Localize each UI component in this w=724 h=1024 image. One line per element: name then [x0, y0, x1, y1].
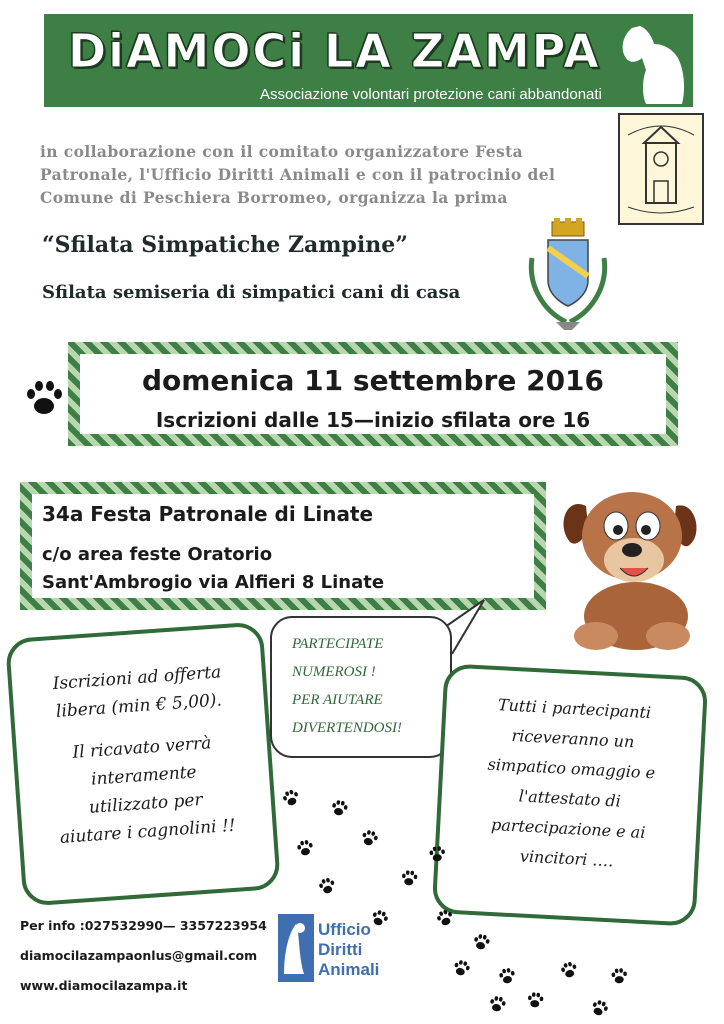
ricavato-line: interamente	[90, 762, 198, 790]
paw-print-icon	[358, 828, 380, 850]
header-title: DiAMOCi LA ZAMPA	[68, 24, 601, 78]
uda-emblem-icon	[278, 914, 314, 982]
omaggio-line: riceveranno un	[511, 725, 635, 752]
paw-print-icon	[497, 967, 518, 988]
date-box	[68, 342, 678, 446]
paw-print-icon	[295, 839, 316, 860]
paw-print-icon	[22, 378, 64, 420]
festa-patronale-logo	[618, 113, 704, 225]
paw-print-icon	[471, 933, 492, 954]
event-times: Iscrizioni dalle 15—inizio sfilata ore 16	[155, 408, 591, 432]
festa-name: 34a Festa Patronale di Linate	[42, 502, 374, 526]
dog-silhouette-icon	[612, 18, 692, 106]
intro-text	[40, 140, 605, 209]
info-website: www.diamocilazampa.it	[20, 978, 188, 993]
paw-print-icon	[609, 967, 629, 987]
paw-print-icon	[316, 876, 338, 898]
paw-print-icon	[558, 960, 580, 982]
omaggio-box	[432, 663, 709, 926]
paw-print-icon	[450, 958, 472, 980]
omaggio-line: l'attestato di	[518, 786, 622, 811]
uda-line: Animali	[318, 960, 380, 979]
iscrizioni-line: Iscrizioni ad offerta	[52, 662, 222, 695]
ricavato-line: aiutare i cagnolini !!	[59, 815, 237, 848]
uda-line: Ufficio	[318, 920, 371, 939]
header-banner	[44, 14, 693, 107]
omaggio-line: simpatico omaggio e	[487, 754, 656, 783]
header-subtitle: Associazione volontari protezione cani abbandonati	[260, 86, 602, 103]
paw-print-icon	[279, 787, 302, 810]
paw-print-icon	[427, 845, 447, 865]
address-line: Sant'Ambrogio via Alfieri 8 Linate	[42, 572, 385, 593]
omaggio-line: vincitori ….	[519, 846, 614, 871]
coat-of-arms-icon	[522, 218, 614, 334]
intro-line: Patronale, l'Ufficio Diritti Animali e con il patrocinio del	[40, 165, 556, 184]
omaggio-line: Tutti i partecipanti	[497, 695, 652, 723]
ufficio-diritti-animali-logo	[278, 914, 408, 986]
ricavato-line: Il ricavato verrà	[71, 733, 212, 763]
event-subtitle: Sfilata semiseria di simpatici cani di casa	[42, 282, 461, 303]
paw-print-icon	[587, 997, 610, 1020]
paw-print-icon	[329, 799, 350, 820]
iscrizioni-box	[5, 621, 281, 906]
info-email: diamocilazampaonlus@gmail.com	[20, 948, 258, 963]
iscrizioni-line: libera (min € 5,00).	[55, 690, 223, 722]
omaggio-line: partecipazione e ai	[490, 814, 646, 842]
bubble-line: PER AIUTARE	[292, 692, 383, 708]
paw-print-icon	[399, 869, 419, 889]
uda-line: Diritti	[318, 940, 363, 959]
speech-bubble	[270, 616, 452, 758]
event-date: domenica 11 settembre 2016	[141, 364, 605, 397]
intro-line: in collaborazione con il comitato organizzatore Festa	[40, 142, 524, 161]
paw-print-icon	[525, 991, 545, 1011]
paw-print-icon	[487, 995, 508, 1016]
info-phone: Per info :027532990— 3357223954	[20, 918, 267, 933]
bubble-line: DIVERTENDOSI!	[292, 720, 402, 736]
event-title: “Sfilata Simpatiche Zampine”	[42, 232, 408, 258]
intro-line: Comune di Peschiera Borromeo, organizza la prima	[40, 188, 508, 207]
bubble-line: PARTECIPATE	[292, 636, 384, 652]
bubble-line: NUMEROSI !	[292, 664, 376, 680]
ricavato-line: utilizzato per	[88, 789, 204, 818]
puppy-illustration	[556, 476, 706, 666]
venue-line: c/o area feste Oratorio	[42, 544, 273, 565]
location-box	[20, 482, 546, 610]
